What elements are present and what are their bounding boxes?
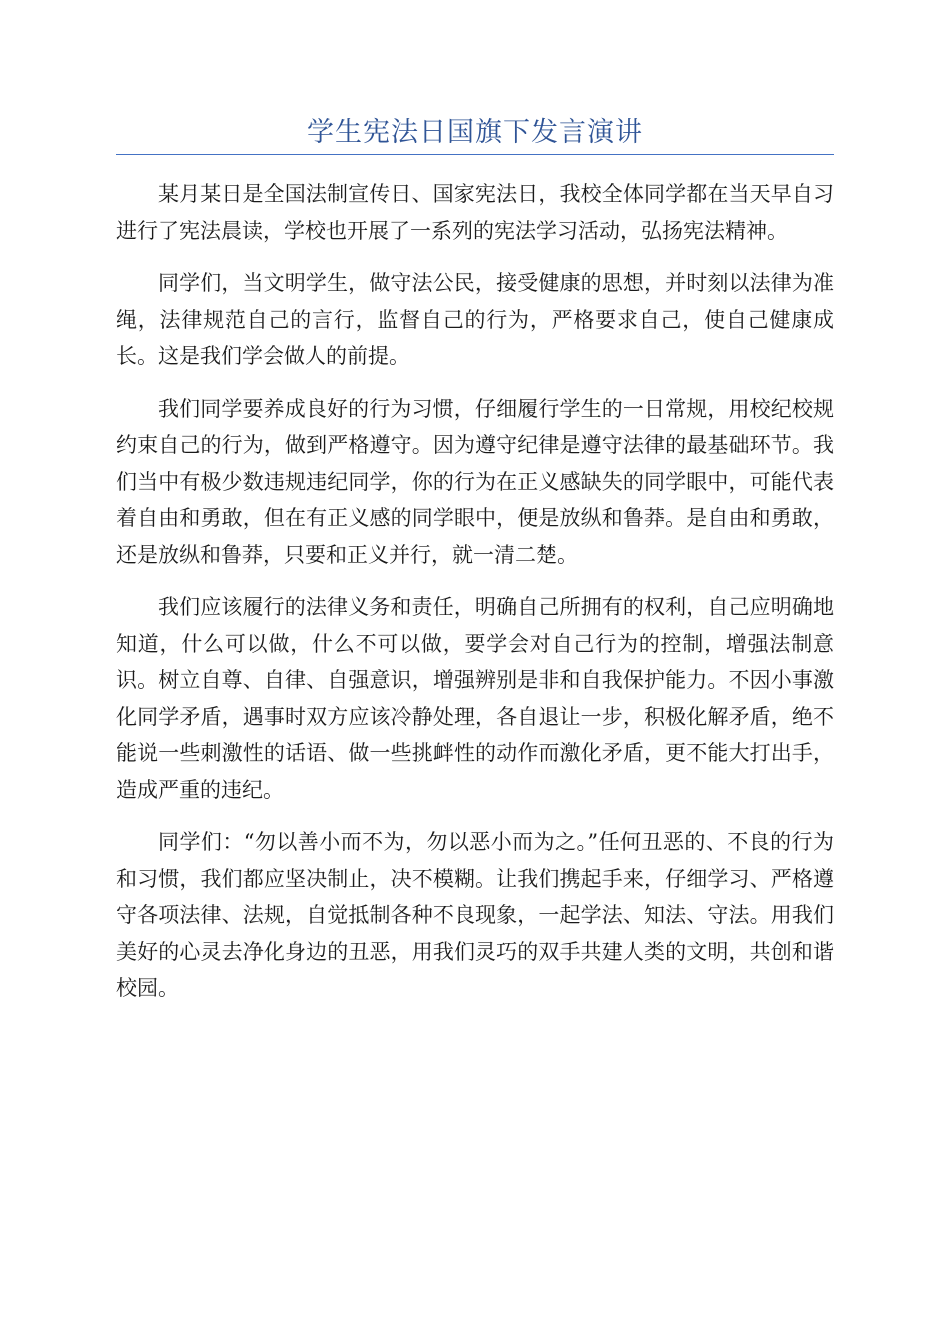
document-title: 学生宪法日国旗下发言演讲 [307, 117, 643, 148]
title-underline [116, 154, 834, 155]
paragraph-2: 同学们，当文明学生，做守法公民，接受健康的思想，并时刻以法律为准绳，法律规范自己的言行，监督自己的行为，严格要求自己，使自己健康成长。这是我们学会做人的前提。 [116, 271, 834, 368]
paragraph-4: 我们应该履行的法律义务和责任，明确自己所拥有的权利，自己应明确地知道，什么可以做，什么不可以做，要学会对自己行为的控制，增强法制意识。树立自尊、自律、自强意识，增强辨别是非和自我保护能力。不因小事激化同学矛盾，遇事时双方应该冷静处理，各自退让一步，积极化解矛盾，绝不能说一些刺激性的话语、做一些挑衅性的动作而激化矛盾，更不能大打出手，造成严重的违纪。 [116, 595, 834, 802]
paragraph-5: 同学们：“勿以善小而不为，勿以恶小而为之。”任何丑恶的、不良的行为和习惯，我们都应坚决制止，决不模糊。让我们携起手来，仔细学习、严格遵守各项法律、法规，自觉抵制各种不良现象，一起学法、知法、守法。用我们美好的心灵去净化身边的丑恶，用我们灵巧的双手共建人类的文明，共创和谐校园。 [116, 830, 834, 1000]
paragraph-1: 某月某日是全国法制宣传日、国家宪法日，我校全体同学都在当天早自习进行了宪法晨读，学校也开展了一系列的宪法学习活动，弘扬宪法精神。 [116, 182, 834, 243]
paragraph-3: 我们同学要养成良好的行为习惯，仔细履行学生的一日常规，用校纪校规约束自己的行为，做到严格遵守。因为遵守纪律是遵守法律的最基础环节。我们当中有极少数违规违纪同学，你的行为在正义感缺失的同学眼中，可能代表着自由和勇敢，但在有正义感的同学眼中，便是放纵和鲁莽。是自由和勇敢，还是放纵和鲁莽，只要和正义并行，就一清二楚。 [116, 396, 834, 567]
document-body [116, 176, 834, 1023]
